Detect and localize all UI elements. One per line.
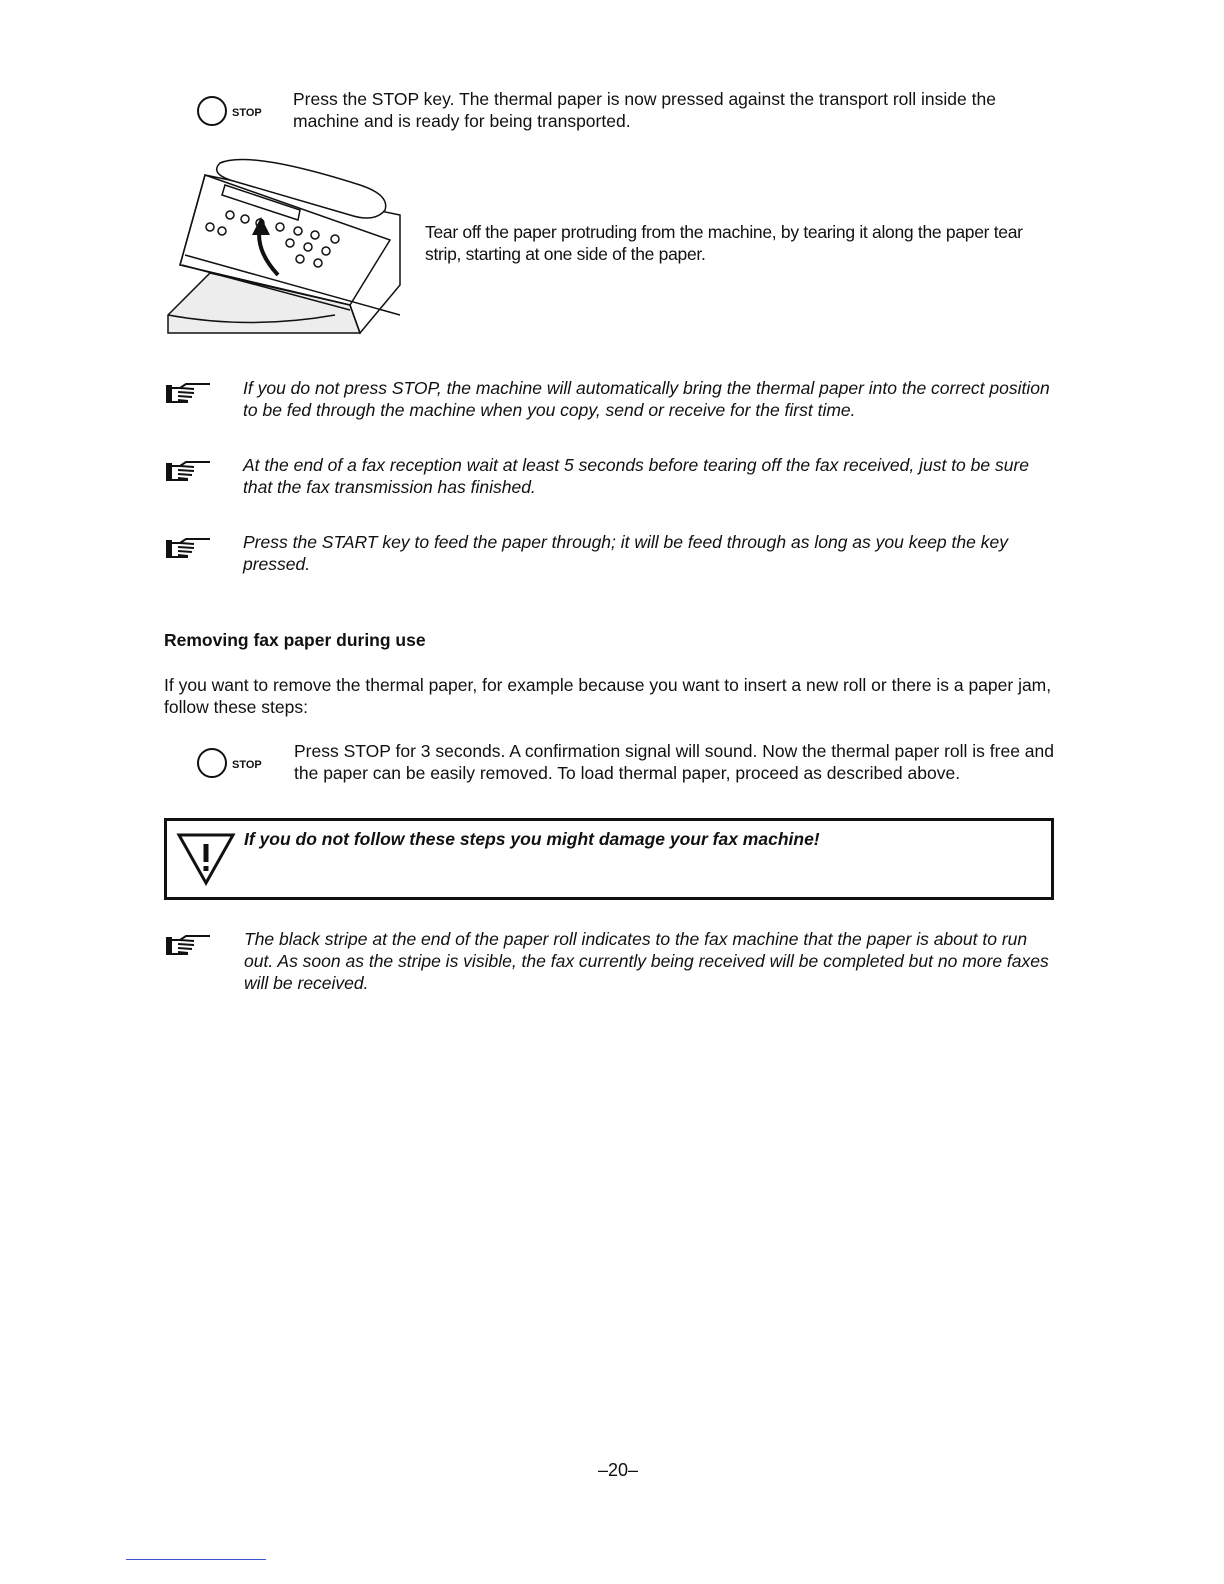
pointing-hand-icon (164, 458, 212, 484)
stop-key-icon (197, 748, 262, 778)
section-heading: Removing fax paper during use (164, 630, 426, 650)
stop-circle-icon (197, 748, 227, 778)
stop-key-label: STOP (232, 759, 262, 771)
section-intro: If you want to remove the thermal paper, for example because you want to insert a new roll or there is a paper jam, follow these steps: (164, 675, 1052, 717)
warning-text: If you do not follow these steps you might damage your fax machine! (244, 829, 820, 849)
note-auto-feed: If you do not press STOP, the machine will automatically bring the thermal paper into the correct position to be fed through the machine when you copy, send or receive for the first time. (243, 378, 1050, 420)
note-start-key: Press the START key to feed the paper through; it will be feed through as long as you keep the key pressed. (243, 532, 1008, 574)
step2-text: Press STOP for 3 seconds. A confirmation signal will sound. Now the thermal paper roll is free and the paper can be easily removed. To load thermal paper, proceed as described above. (294, 741, 1055, 783)
stop-key-icon (197, 96, 262, 126)
pointing-hand-icon (164, 535, 212, 561)
figure-caption: Tear off the paper protruding from the machine, by tearing it along the paper tear strip, starting at one side of the paper. (425, 222, 1023, 264)
note-wait-reception: At the end of a fax reception wait at least 5 seconds before tearing off the fax received, just to be sure that the fax transmission has finished. (243, 455, 1030, 497)
fax-machine-illustration (160, 155, 410, 345)
page-number: –20– (598, 1460, 639, 1480)
warning-triangle-icon (176, 832, 236, 886)
pointing-hand-icon (164, 380, 212, 406)
note-black-stripe: The black stripe at the end of the paper roll indicates to the fax machine that the paper is about to run out. As soon as the stripe is visible, the fax currently being received will be completed but no more faxes will be received. (244, 929, 1049, 993)
step1-text: Press the STOP key. The thermal paper is now pressed against the transport roll inside the machine and is ready for being transported. (293, 89, 996, 131)
pointing-hand-icon (164, 932, 212, 958)
stop-key-label: STOP (232, 107, 262, 119)
stop-circle-icon (197, 96, 227, 126)
footer-rule (126, 1559, 266, 1560)
